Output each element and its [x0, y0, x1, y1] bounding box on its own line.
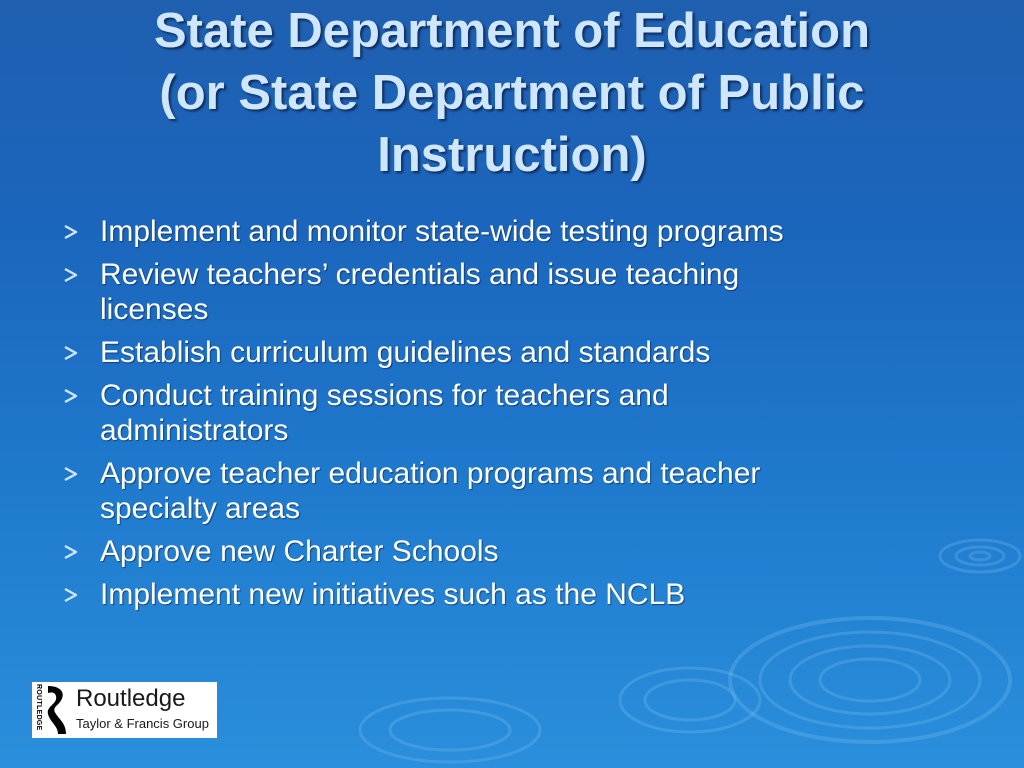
routledge-mark-icon: [44, 684, 70, 736]
bullet-line: Approve new Charter Schools: [100, 535, 499, 568]
bullet-item: [62, 335, 962, 370]
logo-side-text: ROUTLEDGE: [35, 684, 42, 731]
bullet-line: Approve teacher education programs and teacher: [100, 457, 761, 490]
chevron-right-icon: [62, 456, 86, 491]
chevron-right-icon: [62, 214, 86, 249]
slide-title-line: (or State Department of Public: [159, 66, 865, 120]
bullet-line: Conduct training sessions for teachers and: [100, 379, 669, 412]
bullet-item: [62, 214, 962, 249]
logo-side-label: [32, 682, 44, 738]
chevron-right-icon: [62, 378, 86, 413]
bullet-line: specialty areas: [100, 492, 301, 525]
routledge-logo: [32, 682, 217, 738]
bullet-line: Review teachers’ credentials and issue teaching: [100, 258, 740, 291]
bullet-item: [62, 378, 962, 448]
bullet-item: [62, 534, 962, 569]
bullet-line: licenses: [100, 293, 209, 326]
slide-title-line: State Department of Education: [153, 4, 871, 58]
chevron-right-icon: [62, 335, 86, 370]
chevron-right-icon: [62, 577, 86, 612]
bullet-line: Implement and monitor state-wide testing programs: [100, 215, 784, 248]
bullet-item: [62, 456, 962, 526]
chevron-right-icon: [62, 257, 86, 292]
bullet-list: [62, 214, 962, 620]
slide-title-line: Instruction): [377, 128, 647, 182]
bullet-line: administrators: [100, 414, 289, 447]
chevron-right-icon: [62, 534, 86, 569]
bullet-item: [62, 577, 962, 612]
logo-subtitle: Taylor & Francis Group: [76, 716, 209, 731]
bullet-line: Implement new initiatives such as the NCLB: [100, 578, 686, 611]
bullet-line: Establish curriculum guidelines and standards: [100, 336, 711, 369]
logo-name: Routledge: [76, 685, 186, 712]
slide-title: [40, 0, 984, 186]
bullet-item: [62, 257, 962, 327]
